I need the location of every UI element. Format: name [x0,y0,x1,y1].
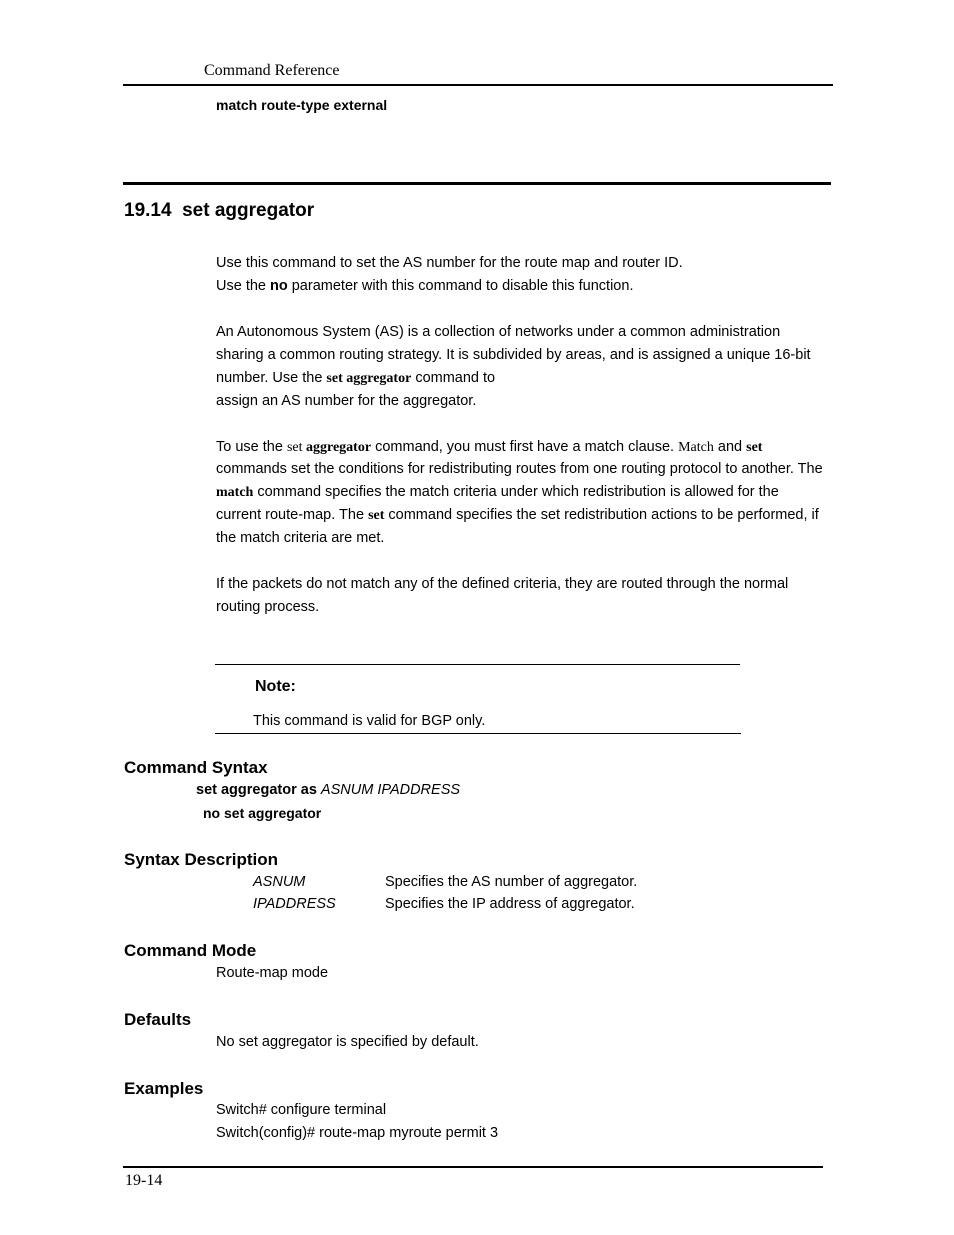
intro-line-1: Use this command to set the AS number for the route map and router ID. [216,255,683,271]
example-line-2: Switch(config)# route-map myroute permit 3 [216,1125,499,1141]
match-para-text: To use the [216,439,287,455]
command-syntax-line-1 [196,782,460,798]
command-syntax-line-2: no set aggregator [203,805,322,821]
running-header: Command Reference [204,62,340,79]
as-para-line-3 [216,367,495,390]
param-description: Specifies the IP address of aggregator. [385,896,635,912]
preceding-command: match route-type external [216,97,388,113]
packets-para-line-2: routing process. [216,599,320,615]
match-para-line-4 [216,504,819,527]
note-bottom-rule [215,733,741,734]
intro-text: parameter with this command to disable this function. [287,278,634,294]
match-para-text: command specifies the set redistribution actions to be performed, if [384,507,819,523]
defaults-text: No set aggregator is specified by default. [216,1034,479,1050]
param-description: Specifies the AS number of aggregator. [385,874,638,890]
as-para-line-1: An Autonomous System (AS) is a collection of networks under a common administration [216,324,781,340]
command-mode-text: Route-map mode [216,965,329,981]
intro-line-2 [216,275,633,298]
section-rule [123,182,831,185]
set-keyword: set [368,508,385,523]
syntax-keyword: set aggregator as [196,782,321,798]
intro-text: Use the [216,278,270,294]
command-syntax-heading: Command Syntax [124,758,268,777]
match-para-line-3 [216,481,779,504]
note-label: Note: [255,678,296,695]
defaults-heading: Defaults [124,1010,192,1029]
match-para-text: command specifies the match criteria under which redistribution is allowed for the [253,484,779,500]
match-keyword: match [216,485,254,500]
match-para-line-5: the match criteria are met. [216,530,385,546]
section-name: set aggregator [182,200,315,221]
section-number: 19.14 [124,200,172,221]
param-name: ASNUM [253,874,306,890]
command-mode-heading: Command Mode [124,941,257,960]
set-keyword: set [286,440,303,455]
footer-rule [123,1166,823,1168]
examples-heading: Examples [124,1079,204,1098]
as-para-text: number. Use the [216,370,327,386]
page-number: 19-14 [125,1172,163,1189]
as-para-text: command to [411,370,496,386]
match-para-text: and [713,439,747,455]
note-top-rule [215,664,740,665]
as-para-line-2: sharing a common routing strategy. It is subdivided by areas, and is assigned a unique 16-bit [216,347,811,363]
section-title [124,200,314,222]
match-para-line-2: commands set the conditions for redistributing routes from one routing protocol to another. The [216,461,823,477]
match-para-text: current route-map. The [216,507,369,523]
set-aggregator-keyword: set aggregator [326,371,412,386]
set-keyword: set [746,440,763,455]
aggregator-keyword: aggregator [302,440,372,455]
header-rule [123,84,833,86]
note-text: This command is valid for BGP only. [253,713,486,729]
match-para-line-1 [216,436,762,459]
param-name: IPADDRESS [253,896,336,912]
syntax-description-heading: Syntax Description [124,850,278,869]
packets-para-line-1: If the packets do not match any of the defined criteria, they are routed through the normal [216,576,789,592]
syntax-params: ASNUM IPADDRESS [320,782,461,798]
example-line-1: Switch# configure terminal [216,1102,387,1118]
as-para-line-4: assign an AS number for the aggregator. [216,393,477,409]
match-keyword: Match [678,440,714,455]
no-keyword: no [270,278,288,294]
match-para-text: command, you must first have a match clause. [371,439,679,455]
